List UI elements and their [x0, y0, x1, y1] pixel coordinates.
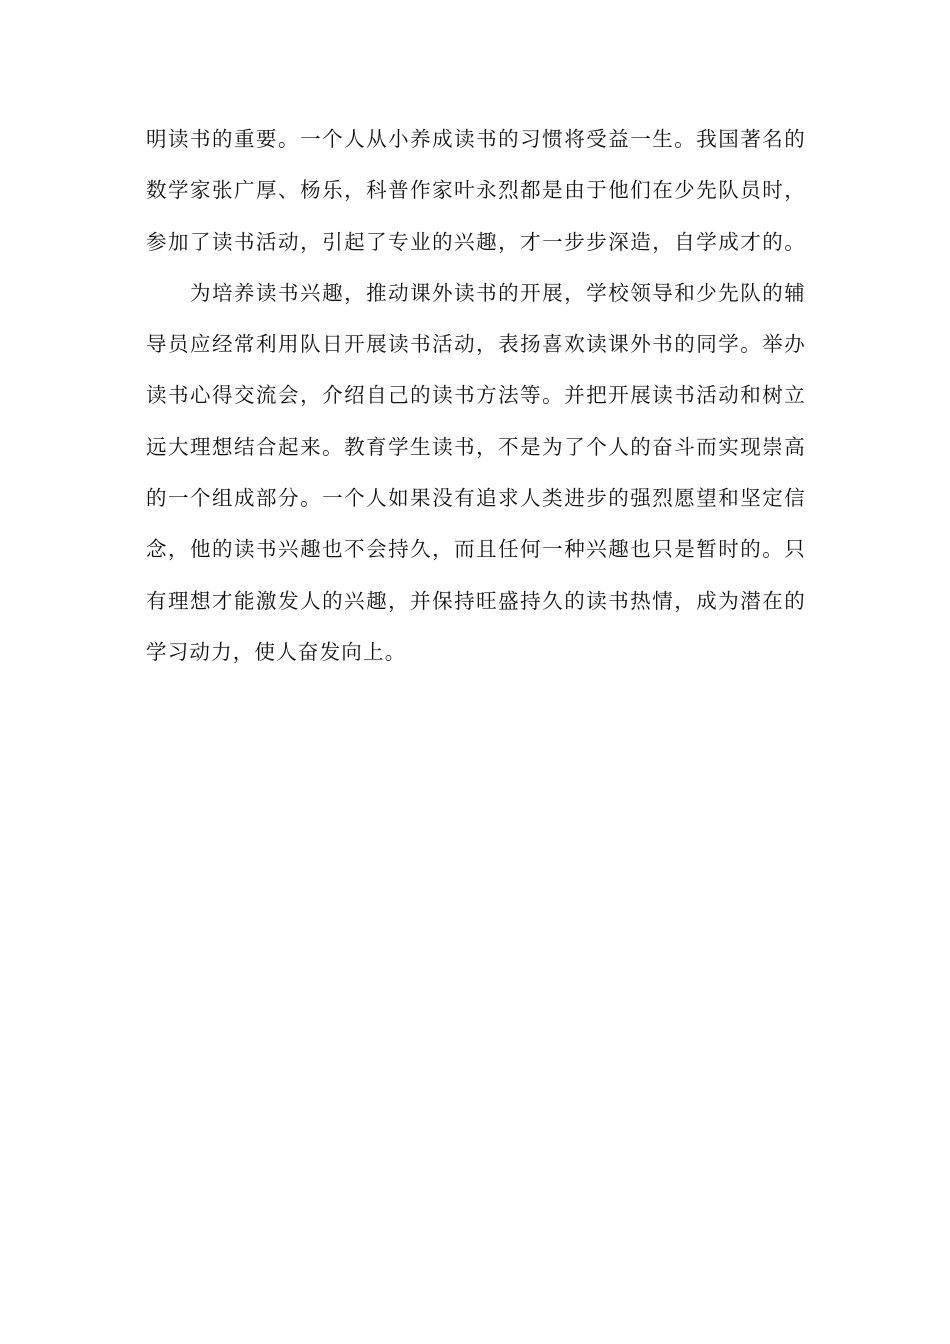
text-line-8: 的一个组成部分。一个人如果没有追求人类进步的强烈愿望和坚定信 — [146, 486, 806, 511]
text-line-2: 数学家张广厚、杨乐，科普作家叶永烈都是由于他们在少先队员时， — [146, 178, 806, 203]
text-line-4: 为培养读书兴趣，推动课外读书的开展，学校领导和少先队的辅 — [190, 280, 806, 305]
text-line-5: 导员应经常利用队日开展读书活动，表扬喜欢读课外书的同学。举办 — [146, 332, 806, 357]
text-line-10: 有理想才能激发人的兴趣，并保持旺盛持久的读书热情，成为潜在的 — [146, 588, 806, 613]
text-line-11: 学习动力，使人奋发向上。 — [146, 639, 407, 664]
text-line-6: 读书心得交流会，介绍自己的读书方法等。并把开展读书活动和树立 — [146, 383, 806, 408]
text-line-7: 远大理想结合起来。教育学生读书，不是为了个人的奋斗而实现崇高 — [146, 434, 806, 459]
text-line-1: 明读书的重要。一个人从小养成读书的习惯将受益一生。我国著名的 — [146, 127, 806, 151]
body-text — [146, 114, 806, 678]
text-line-3: 参加了读书活动，引起了专业的兴趣，才一步步深造，自学成才的。 — [146, 229, 806, 254]
text-line-9: 念，他的读书兴趣也不会持久，而且任何一种兴趣也只是暂时的。只 — [146, 537, 806, 562]
